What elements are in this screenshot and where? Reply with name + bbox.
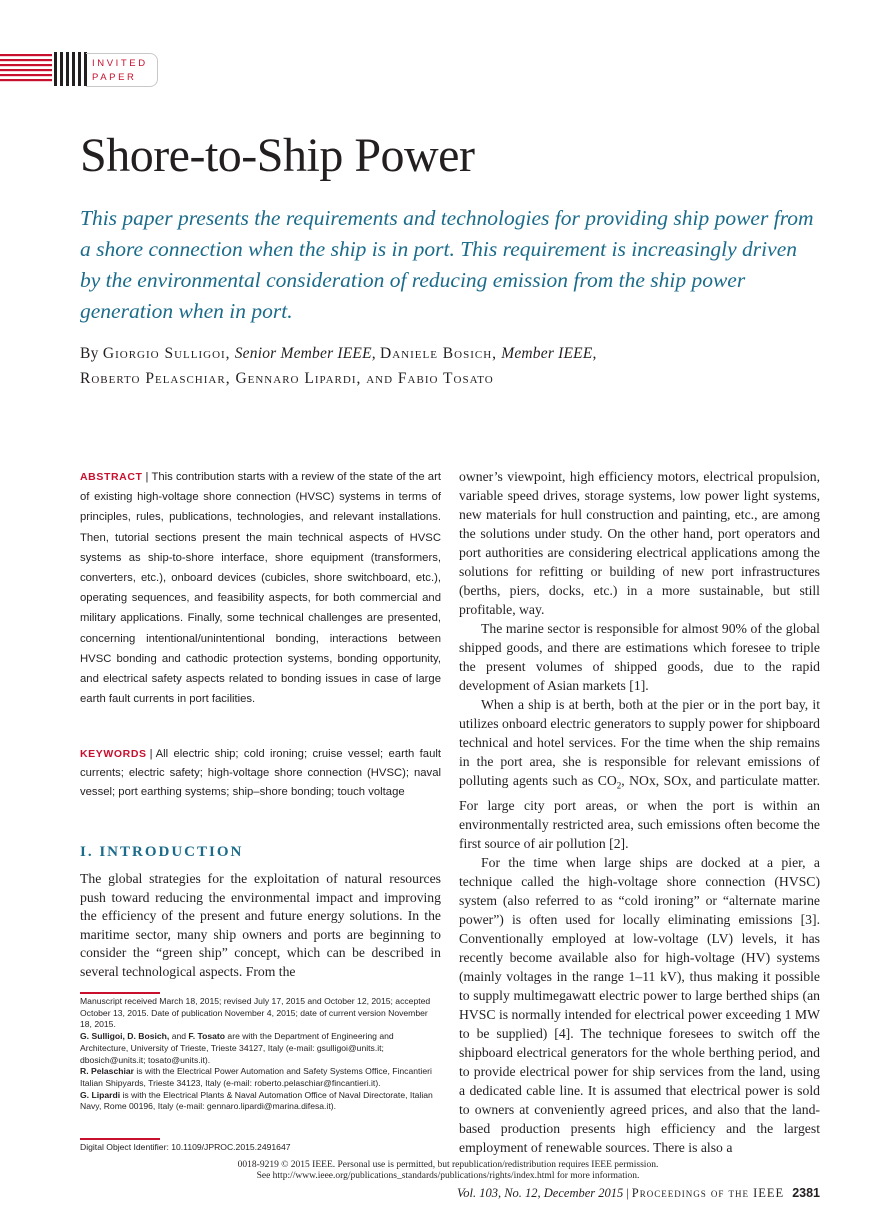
right-paragraph-2: The marine sector is responsible for almost 90% of the global shipped goods, and there are estimations which foresee to triple the present volumes of shipped goods, due to the rapid development of Asian markets [1].: [459, 621, 820, 693]
abstract: ABSTRACT | This contribution starts with a review of the state of the art of existing high-voltage shore connection (HVSC) systems in terms of principles, rules, publications, technologies, and relevant installations. Then, tutorial sections present the main technical aspects of HVSC systems as ship-to-shore interface, shore equipment (transformers, converters, etc.), onboard devices (cubicles, shore switchboard, etc.), operating sequences, and feasibility aspects, for both commercial and military applications. Finally, some technical challenges are presented, concerning intentional/unintentional bonding, interactions between HVSC bonding and cathodic protection systems, bonding opportunity, and electrical safety aspects related to bonding issues in case of large earth fault currents in port facilities.: [80, 471, 441, 706]
footer-issue: Vol. 103, No. 12, December 2015: [456, 1186, 624, 1200]
footnotes: [80, 996, 441, 1113]
copyright-line-2: See http://www.ieee.org/publications_standards/publications/rights/index.html for more information.: [256, 1171, 640, 1181]
right-paragraph-3: When a ship is at berth, both at the pier or in the port bay, it utilizes onboard electric generators to supply power for shipboard technical and hotel services. For the time when the ship remains in the port area, she is responsible for relevant emissions of polluting agents such as $CO_2$, NOx, SOx, and particulate matter. For large city port areas, or when the port is within an environmentally restricted area, such emissions often become the first source of air pollution [2].: [459, 697, 820, 851]
badge-line-1: INVITED: [92, 58, 148, 69]
keywords-label: KEYWORDS: [80, 748, 147, 760]
section-title: INTRODUCTION: [99, 844, 244, 860]
footnote-rule: [80, 992, 160, 994]
author-1-title: Senior Member IEEE,: [234, 345, 376, 362]
author-1: Giorgio Sulligoi,: [102, 345, 231, 362]
abstract-text: This contribution starts with a review of the state of the art of existing high-voltage shore connection (HVSC) systems in terms of principles, rules, publications, technologies, and relevant installations. Then, tutorial sections present the main technical aspects of HVSC systems as ship-to-shore interface, shore equipment (transformers, converters, etc.), onboard devices (cubicles, shore switchboard, etc.), operating sequences, and feasibility aspects, for both commercial and military applications. Finally, some technical challenges are presented, concerning intentional/unintentional bonding, interactions between HVSC bonding and cathodic protection systems, bonding opportunity, and electrical safety aspects related to bonding issues in case of large earth fault currents in port facilities.: [80, 471, 441, 706]
page-number: 2381: [792, 1186, 820, 1200]
badge-line-2: PAPER: [92, 72, 137, 83]
footnote-affil-1: G. Sulligoi, D. Bosich, and F. Tosato are with the Department of Engineering and Architecture, University of Trieste, Trieste 34127, Italy (e-mail: gsulligoi@units.it; dbosich@units.it; tosato@units.it).: [80, 1031, 394, 1065]
right-column: [459, 467, 820, 1157]
section-heading: [80, 844, 243, 861]
byline-by: By: [80, 345, 99, 362]
keywords: KEYWORDS | All electric ship; cold ironing; cruise vessel; earth fault currents; electric safety; high-voltage shore connection (HVSC); naval vessel; port earthing systems; ship–shore bonding; touch voltage: [80, 748, 441, 798]
authors-3-5: Roberto Pelaschiar, Gennaro Lipardi, and Fabio Tosato: [80, 370, 494, 387]
invited-paper-stripes: [0, 52, 90, 86]
right-paragraph-4: For the time when large ships are docked at a pier, a technique called the high-voltage shore connection (HVSC) system (also referred to as “cold ironing” or “alternate marine power”) is often used for locally eliminating emissions [3]. Conventionally employed at low-voltage (LV) levels, it has recently become available also for high-voltage (HV) systems (mainly voltages in the range 1–11 kV), thus making it possible to supply multimegawatt electric power to large berthed ships (an HVSC is normally intended for electrical power exceeding 1 MW to be supplied) [4]. The technique foresees to switch off the shipboard electrical generators for the whole berthing period, and to provide electrical power for ship services from the land, using a dedicated cable line. It is assumed that electrical power is sold to owners at conveniently agreed prices, and also that the land-based production presents high efficiency and the largest employment of renewable sources. There is also a: [459, 854, 820, 1155]
section-number: I.: [80, 844, 94, 860]
author-byline: [80, 341, 820, 391]
footnote-affil-3: G. Lipardi is with the Electrical Plants & Naval Automation Office of Naval Directorate, Italian Navy, Rome 00196, Italy (e-mail: gennaro.lipardi@marina.difesa.it).: [80, 1089, 433, 1112]
author-2: Daniele Bosich,: [380, 345, 498, 362]
invited-paper-badge: [86, 53, 158, 87]
keywords-text: All electric ship; cold ironing; cruise vessel; earth fault currents; electric safety; high-voltage shore connection (HVSC); naval vessel; port earthing systems; ship–shore bonding; touch voltage: [80, 748, 441, 798]
paper-title: Shore-to-Ship Power: [80, 129, 475, 182]
footnote-affil-2: R. Pelaschiar is with the Electrical Power Automation and Safety Systems Office, Fincantieri Italian Shipyards, Trieste 34123, Italy (e-mail: roberto.pelaschiar@fincantieri.it).: [80, 1066, 432, 1088]
author-2-title: Member IEEE,: [501, 345, 597, 362]
doi: Digital Object Identifier: 10.1109/JPROC.2015.2491647: [80, 1142, 291, 1152]
intro-paragraph: The global strategies for the exploitation of natural resources push toward reducing the environmental impact and improving the efficiency of the present and future energy solutions. In the maritime sector, many ship owners and ports are beginning to consider the “green ship” concept, which can be described in several technological aspects. From the: [80, 871, 441, 979]
abstract-label: ABSTRACT: [80, 471, 143, 483]
footer-journal: Proceedings of the IEEE: [631, 1186, 785, 1200]
right-paragraph-1: owner’s viewpoint, high efficiency motors, electrical propulsion, variable speed drives, storage systems, low power light systems, new materials for hull construction and painting, etc., are among the solutions under study. On the other hand, port operators and port authorities are considering electrical applications among the solutions for refitting or building of new port infrastructures (berths, piers, docks, etc.) in a more sustainable, but still profitable, way.: [459, 469, 820, 617]
paper-deck: This paper presents the requirements and technologies for providing ship power from a shore connection when the ship is in port. This requirement is increasingly driven by the environmental consideration of reducing emission from the ship power generation when in port.: [80, 206, 814, 323]
doi-rule: [80, 1138, 160, 1140]
footnote-manuscript: Manuscript received March 18, 2015; revised July 17, 2015 and October 12, 2015; accepted October 13, 2015. Date of publication November 4, 2015; date of current version November 18, 2015.: [80, 996, 431, 1030]
page-footer: Vol. 103, No. 12, December 2015 | Proceedings of the IEEE 2381: [456, 1186, 820, 1200]
copyright-line-1: 0018-9219 © 2015 IEEE. Personal use is permitted, but republication/redistribution requires IEEE permission.: [237, 1160, 659, 1170]
